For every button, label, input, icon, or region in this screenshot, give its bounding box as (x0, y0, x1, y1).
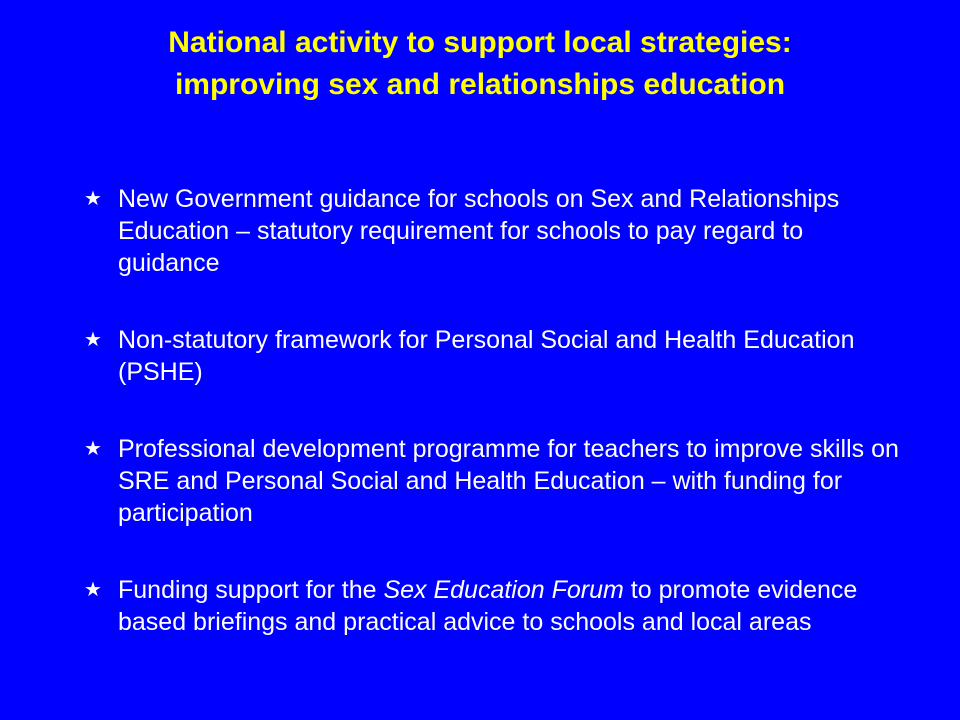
bullet-item-professional-development (84, 433, 904, 529)
star-icon: ★ (84, 329, 102, 351)
bullet-text: Non-statutory framework for Personal Social and Health Education (PSHE) (118, 326, 855, 386)
bullet-item-guidance (84, 183, 904, 279)
star-icon: ★ (84, 438, 102, 460)
bullet-text-after: to promote evidence based briefings and practical advice to schools and local areas (118, 576, 858, 636)
star-icon: ★ (84, 188, 102, 210)
bullet-item-framework (84, 324, 904, 388)
bullet-text: New Government guidance for schools on Sex and Relationships Education – statutory requirement for schools to pay regard to guidance (118, 185, 840, 277)
bullet-text-emphasis: Sex Education Forum (383, 576, 624, 604)
title-line-1: National activity to support local strategies: (168, 26, 792, 59)
title-line-2: improving sex and relationships education (174, 68, 786, 101)
bullet-text: Professional development programme for teachers to improve skills on SRE and Personal Social and Health Education – with funding for participation (118, 435, 899, 527)
slide-title (40, 22, 920, 106)
bullet-item-funding (84, 574, 904, 638)
star-icon: ★ (84, 579, 102, 601)
bullet-text-before: Funding support for the (118, 576, 384, 604)
bullet-list (84, 183, 904, 638)
